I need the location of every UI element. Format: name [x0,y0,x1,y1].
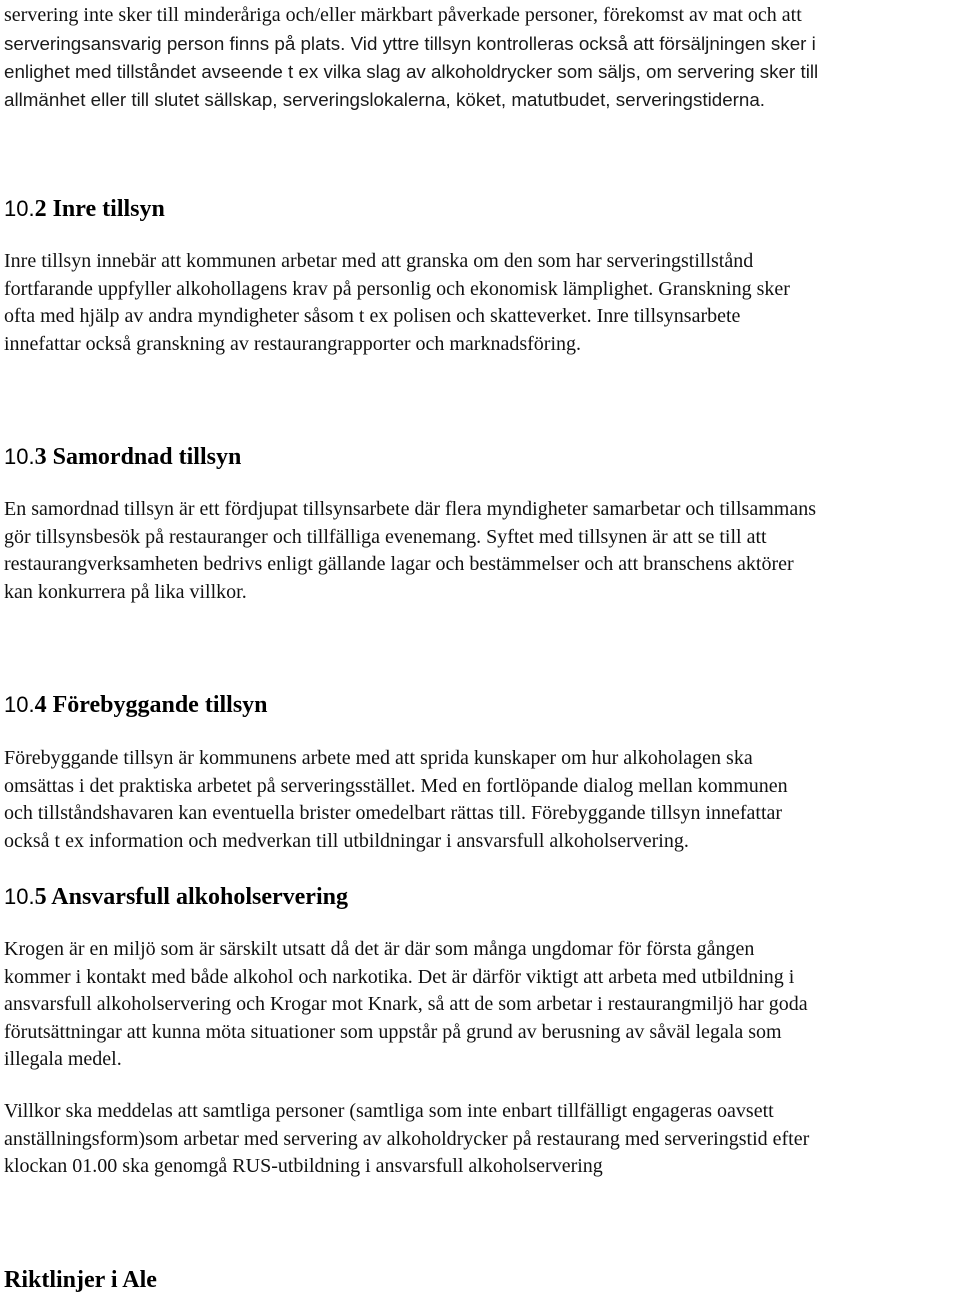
section-heading-10-4 [4,690,960,720]
intro-line-2: serveringsansvarig person finns på plats. Vid yttre tillsyn kontrolleras också att försäljningen sker i [4,33,816,54]
section-heading-10-5 [4,882,960,912]
section-title: 2 Inre tillsyn [34,196,165,222]
section-number: 10. [4,196,35,221]
section-body-10-2: Inre tillsyn innebär att kommunen arbetar med att granska om den som har serveringstillstånd fortfarande uppfyller alkohollagens krav på personlig och ekonomisk lämplighet. Granskning sker ofta med hjälp av andra myndigheter såsom t ex polisen och skatteverket. Inre tillsynsarbete innefattar också granskning av restaurangrapporter och marknadsföring. [4,250,790,355]
section-heading-10-3 [4,442,960,472]
section-title: 5 Ansvarsfull alkoholservering [34,884,348,910]
section-title: 4 Förebyggande tillsyn [34,692,268,718]
section-number: 10. [4,884,35,909]
section-number: 10. [4,444,35,469]
section-body-10-4: Förebyggande tillsyn är kommunens arbete med att sprida kunskaper om hur alkoholagen ska omsättas i det praktiska arbetet på serveringsstället. Med en fortlöpande dialog mellan kommunen och tillståndshavaren kan eventuella brister omedelbart rättas till. Förebyggande tillsyn innefattar också t ex information och medverkan till utbildningar i ansvarsfull alkoholservering. [4,747,788,852]
section-body-10-5: Krogen är en miljö som är särskilt utsatt då det är där som många ungdomar för första gången kommer i kontakt med både alkohol och narkotika. Det är därför viktigt att arbeta med utbildning i ansvarsfull alkoholservering och Krogar mot Knark, så att de som arbetar i restaurangmiljö har goda förutsättningar att kunna möta situationer som uppstår på grund av berusning av såväl legala som illegala medel. [4,938,808,1071]
intro-line-1: servering inte sker till minderåriga och/eller märkbart påverkade personer, förekomst av mat och att [4,4,802,26]
section-body-10-5-conditions: Villkor ska meddelas att samtliga personer (samtliga som inte enbart tillfälligt engageras oavsett anställningsform)som arbetar med servering av alkoholdrycker på restaurang med serveringstid efter klockan 01.00 ska genomgå RUS-utbildning i ansvarsfull alkoholservering [4,1100,810,1178]
section-number: 10. [4,692,35,717]
section-body-10-3: En samordnad tillsyn är ett fördjupat tillsynsarbete där flera myndigheter samarbetar och tillsammans gör tillsynsbesök på restauranger och tillfälliga evenemang. Syftet med tillsynen är att se till att restaurangverksamheten bedrivs enligt gällande lagar och bestämmelser och att branschens aktörer kan konkurrera på lika villkor. [4,498,816,603]
intro-line-4: allmänhet eller till slutet sällskap, serveringslokalerna, köket, matutbudet, serveringstiderna. [4,89,766,110]
intro-line-3: enlighet med tillståndet avseende t ex vilka slag av alkoholdrycker som säljs, om servering sker till [4,61,819,82]
section-heading-10-2 [4,194,960,224]
section-title: 3 Samordnad tillsyn [34,444,242,470]
next-section-title: Riktlinjer i Ale [4,1267,157,1293]
